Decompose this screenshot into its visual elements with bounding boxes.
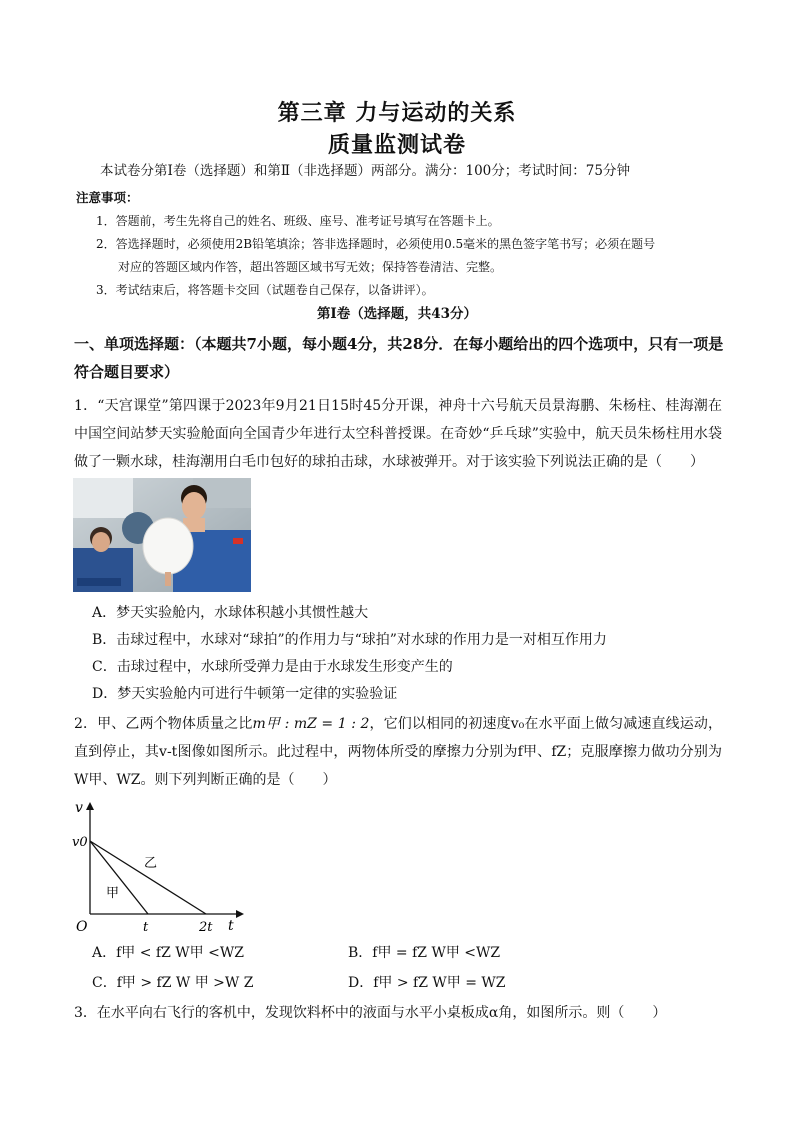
exam-info: 本试卷分第Ⅰ卷（选择题）和第Ⅱ（非选择题）两部分。满分：100分；考试时间：75分钟 — [100, 163, 630, 179]
origin-label: O — [76, 919, 88, 935]
classroom-photo — [73, 478, 251, 592]
axis-label-v: v — [75, 800, 83, 816]
q2-option-c: C．f甲 > fZ W 甲 >W Z — [92, 975, 254, 991]
question-1-text: 1．“天宫课堂”第四课于2023年9月21日15时45分开课，神舟十六号航天员景海鹏、朱杨柱、桂海潮在中国空间站梦天实验舱面向全国青少年进行太空科普授课。在奇妙“乒乓球”实验中，航天员朱杨柱用水袋做了一颗水球，桂海潮用白毛巾包好的球拍击球，水球被弹开。对于该实验下列说法正确的是（ ） — [74, 398, 722, 470]
vt-graph — [70, 796, 250, 936]
q2-mass-ratio: m甲 : mZ = 1 : 2 — [252, 716, 370, 732]
exam-title: 质量监测试卷 — [327, 133, 466, 158]
q1-option-c: C．击球过程中，水球所受弹力是由于水球发生形变产生的 — [92, 659, 453, 675]
q2-text-b: ，它们以相同的初速度v₀在水平面上做匀减速直线运动，直到停止，其v-t图像如图所示。此过程中，两物体所受的摩擦力分别为f甲、fZ；克服摩擦力做功分别为W甲、WZ。则下列判断正确的是（ ） — [74, 716, 722, 788]
q1-option-b: B．击球过程中，水球对“球拍”的作用力与“球拍”对水球的作用力是一对相互作用力 — [92, 632, 607, 648]
notice-item: 3．考试结束后，将答题卡交回（试题卷自己保存，以备讲评）。 — [96, 283, 434, 297]
line-label-jia: 甲 — [106, 886, 120, 901]
notice-item: 对应的答题区域内作答，超出答题区域书写无效；保持答卷清洁、完整。 — [118, 260, 503, 274]
q2-option-a: A．f甲 < fZ W甲 <WZ — [92, 945, 244, 961]
q2-option-b: B．f甲 = fZ W甲 <WZ — [348, 945, 501, 961]
section-heading: 一、单项选择题：（本题共7小题，每小题4分，共28分．在每小题给出的四个选项中，只有一项是符合题目要求） — [74, 335, 724, 381]
notice-heading: 注意事项： — [76, 190, 139, 205]
q1-option-d: D．梦天实验舱内可进行牛顿第一定律的实验验证 — [92, 686, 398, 702]
axis-label-t: t — [228, 918, 234, 934]
v0-label: v0 — [72, 835, 88, 850]
notice-item: 2．答选择题时，必须使用2B铅笔填涂；答非选择题时，必须使用0.5毫米的黑色签字笔书写；必须在题号 — [96, 237, 656, 251]
notice-item: 1．答题前，考生先将自己的姓名、班级、座号、准考证号填写在答题卡上。 — [96, 214, 500, 228]
part1-heading: 第Ⅰ卷（选择题，共43分） — [316, 306, 478, 322]
tick-t-label: t — [143, 920, 149, 935]
line-label-yi: 乙 — [144, 856, 158, 871]
tick-2t-label: 2t — [199, 920, 213, 935]
question-2-text — [74, 710, 722, 794]
q2-text-a: 2．甲、乙两个物体质量之比 — [74, 716, 253, 732]
q2-option-d: D．f甲 > fZ W甲 = WZ — [348, 975, 506, 991]
question-3-text: 3．在水平向右飞行的客机中，发现饮料杯中的液面与水平小桌板成α角，如图所示。则（ ） — [74, 1005, 667, 1021]
chapter-title: 第三章 力与运动的关系 — [277, 101, 517, 126]
q1-option-a: A．梦天实验舱内，水球体积越小其惯性越大 — [92, 605, 369, 621]
